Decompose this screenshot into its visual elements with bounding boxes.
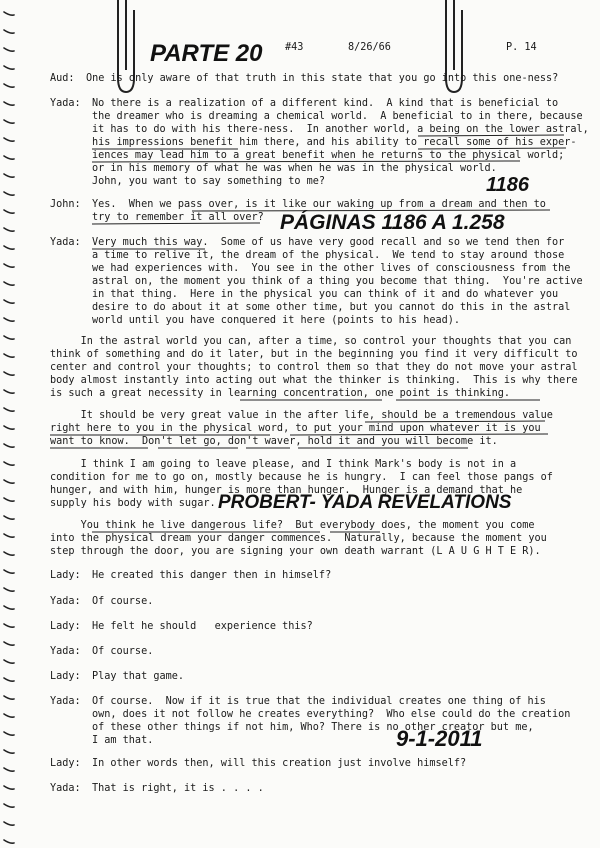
text-line: Yes. When we pass over, is it like our waking up from a dream and then to	[92, 199, 546, 210]
text-line: In the astral world you can, after a time, so control your thoughts that you can	[50, 336, 572, 347]
text-line: Of course.	[92, 596, 154, 607]
handwritten-title: PARTE 20	[150, 40, 263, 67]
text-line: of these other things if not him, Who? There is no other creator but me,	[92, 722, 534, 733]
text-line: One is only aware of that truth in this state that you go into this one-ness?	[86, 73, 559, 84]
text-line: think of something and do it later, but in the beginning you find it very difficult to	[50, 349, 578, 360]
text-line: hunger, and with him, hunger is more than hunger. Hunger is a demand that he	[50, 485, 523, 496]
text-line: supply his body with sugar.	[50, 498, 216, 509]
handwritten-number: 1186	[486, 174, 530, 196]
speaker-label: Yada:	[50, 596, 81, 607]
text-line: is such a great necessity in learning concentration, one point is thinking.	[50, 388, 511, 399]
speaker-label: Lady:	[50, 570, 81, 581]
text-line: want to know. Don't let go, don't waver, hold it and you will become it.	[50, 436, 498, 447]
text-line: That is right, it is . . . .	[92, 783, 264, 794]
speaker-label: John:	[50, 199, 81, 210]
text-line: Of course.	[92, 646, 154, 657]
text-line: condition for me to go on, mostly because he is hungry. I can feel those pangs of	[50, 472, 553, 483]
text-line: body almost instantly into acting out what the thinker is thinking. This is why there	[50, 375, 578, 386]
speaker-label: Aud:	[50, 73, 75, 84]
speaker-label: Lady:	[50, 758, 81, 769]
text-line: his impressions benefit him there, and his ability to recall some of his exper-	[92, 137, 577, 148]
text-line: right here to you in the physical word, to put your mind upon whatever it is you	[50, 423, 541, 434]
text-line: into the physical dream your danger commences. Naturally, because the moment you	[50, 533, 547, 544]
session-date: 8/26/66	[348, 42, 391, 53]
text-line: own, does it not follow he creates everything? Who else could do the creation	[92, 709, 571, 720]
text-line: the dreamer who is dreaming a chemical world. A beneficial to in there, because	[92, 111, 583, 122]
speaker-label: Yada:	[50, 646, 81, 657]
session-number: #43	[285, 42, 304, 53]
text-line: a time to relive it, the dream of the physical. We tend to stay around those	[92, 250, 565, 261]
text-line: I think I am going to leave please, and I think Mark's body is not in a	[50, 459, 517, 470]
text-line: No there is a realization of a different kind. A kind that is beneficial to	[92, 98, 559, 109]
text-line: we had experiences with. You see in the other lives of consciousness from the	[92, 263, 571, 274]
text-line: world until you have conquered it here (points to his head).	[92, 315, 461, 326]
speaker-label: Yada:	[50, 237, 81, 248]
text-line: astral on, the moment you think of a thing you become that thing. You're active	[92, 276, 583, 287]
handwritten-book-title: PROBERT- YADA REVELATIONS	[218, 492, 512, 513]
text-line: It should be very great value in the after life, should be a tremendous value	[50, 410, 553, 421]
text-line: in that thing. Here in the physical you can think of it and do whatever you	[92, 289, 559, 300]
text-line: center and control your thoughts; to control them so that they do not move your astral	[50, 362, 578, 373]
text-line: You think he live dangerous life? But everybody does, the moment you come	[50, 520, 535, 531]
text-line: He felt he should experience this?	[92, 621, 313, 632]
text-line: iences may lead him to a great benefit when he returns to the physical world;	[92, 150, 565, 161]
page-number: P. 14	[506, 42, 537, 53]
speaker-label: Yada:	[50, 783, 81, 794]
text-line: try to remember it all over?	[92, 212, 264, 223]
text-line: step through the door, you are signing your own death warrant (L A U G H T E R).	[50, 546, 541, 557]
speaker-label: Yada:	[50, 98, 81, 109]
text-line: I am that.	[92, 735, 154, 746]
text-line: He created this danger then in himself?	[92, 570, 332, 581]
text-line: Very much this way. Some of us have very good recall and so we tend then for	[92, 237, 565, 248]
speaker-label: Lady:	[50, 621, 81, 632]
speaker-label: Lady:	[50, 671, 81, 682]
text-line: desire to do about it at some other time, but you cannot do this in the astral	[92, 302, 571, 313]
handwritten-date: 9-1-2011	[396, 726, 483, 751]
text-line: In other words then, will this creation just involve himself?	[92, 758, 467, 769]
handwritten-page-range: PÁGINAS 1186 A 1.258	[280, 211, 505, 234]
text-line: it has to do with his there-ness. In another world, a being on the lower astral,	[92, 124, 589, 135]
text-line: John, you want to say something to me?	[92, 176, 326, 187]
text-line: Of course. Now if it is true that the individual creates one thing of his	[92, 696, 546, 707]
speaker-label: Yada:	[50, 696, 81, 707]
text-line: Play that game.	[92, 671, 185, 682]
text-line: or in his memory of what he was when he was in the physical world.	[92, 163, 497, 174]
